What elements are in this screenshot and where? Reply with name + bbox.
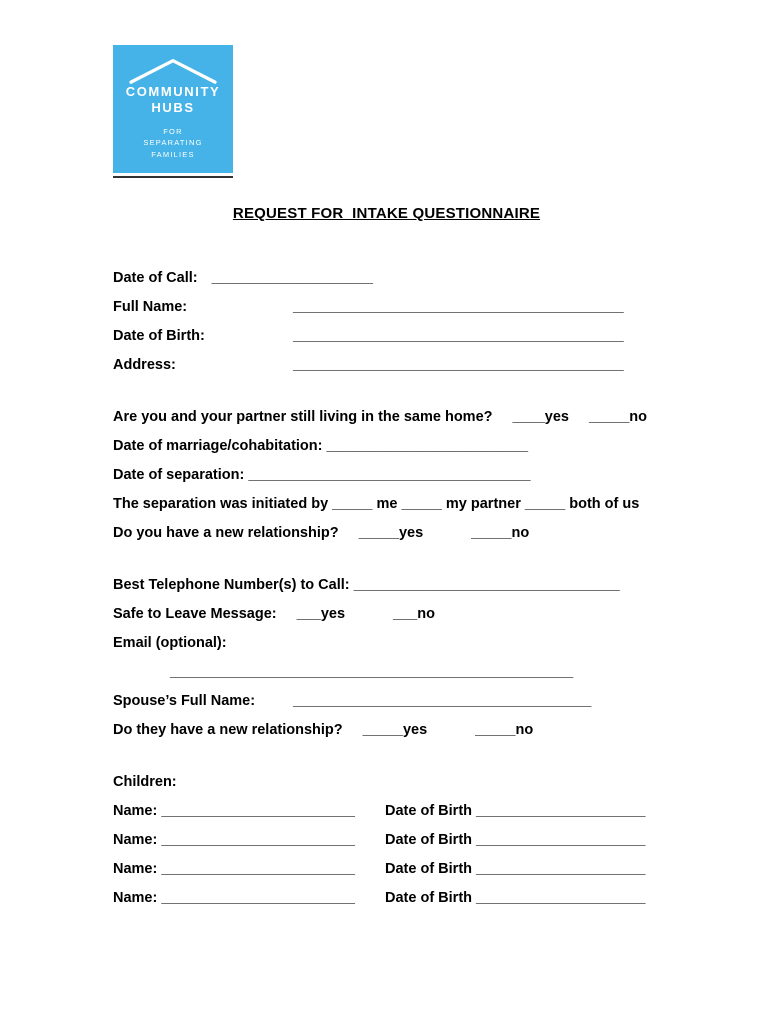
- safe-message-yes-label: yes: [320, 606, 346, 622]
- child-dob-blank[interactable]: _____________________: [476, 890, 646, 906]
- child-row-3: [113, 859, 660, 879]
- section-relationship-status: [113, 407, 660, 543]
- your-new-relationship-yes-label: yes: [398, 525, 424, 541]
- child-name-blank[interactable]: ________________________: [161, 861, 355, 877]
- their-new-relationship-no-label: no: [515, 722, 534, 738]
- child-name-label: Name:: [113, 890, 158, 906]
- child-dob-cell: [385, 803, 645, 819]
- child-name-cell: [113, 801, 385, 821]
- spouse-name-row: [113, 691, 660, 711]
- your-new-relationship-no-label: no: [511, 525, 530, 541]
- section-children: [113, 772, 660, 908]
- spouse-name-label: Spouse’s Full Name:: [113, 693, 256, 709]
- child-name-label: Name:: [113, 803, 158, 819]
- children-header: Children:: [113, 774, 177, 790]
- same-home-yes-blank[interactable]: ____: [512, 409, 545, 425]
- spouse-name-blank[interactable]: _____________________________________: [293, 693, 592, 709]
- initiated-by-me-blank[interactable]: _____: [332, 496, 373, 512]
- initiated-by-partner-label: my partner: [445, 496, 521, 512]
- date-of-call-label: Date of Call:: [113, 270, 198, 286]
- logo-tagline: [143, 126, 202, 160]
- house-roof-icon: [127, 56, 219, 84]
- child-dob-cell: [385, 890, 645, 906]
- logo-tagline-line3: FAMILIES: [151, 149, 195, 159]
- section-caller-details: [113, 268, 660, 375]
- phone-row: [113, 575, 660, 595]
- community-hubs-logo: [113, 45, 233, 173]
- child-name-label: Name:: [113, 832, 158, 848]
- email-blank-row: [113, 662, 660, 682]
- child-name-blank[interactable]: ________________________: [161, 890, 355, 906]
- child-row-1: [113, 801, 660, 821]
- safe-message-no-label: no: [417, 606, 435, 622]
- child-name-blank[interactable]: ________________________: [161, 803, 355, 819]
- initiated-by-both-label: both of us: [569, 496, 640, 512]
- initiated-by-partner-blank[interactable]: _____: [401, 496, 442, 512]
- separation-date-blank[interactable]: ___________________________________: [248, 467, 531, 483]
- safe-message-question: Safe to Leave Message:: [113, 606, 277, 622]
- their-new-relationship-yes-blank[interactable]: _____: [362, 722, 403, 738]
- email-label: Email (optional):: [113, 635, 227, 651]
- child-dob-cell: [385, 832, 645, 848]
- date-of-call-blank[interactable]: ____________________: [211, 270, 373, 286]
- form-title: REQUEST FOR INTAKE QUESTIONNAIRE: [232, 205, 541, 222]
- separation-date-row: [113, 465, 660, 485]
- safe-message-no-blank[interactable]: ___: [393, 606, 418, 622]
- same-home-yes-label: yes: [544, 409, 569, 425]
- child-name-label: Name:: [113, 861, 158, 877]
- child-dob-label: Date of Birth: [385, 890, 472, 906]
- their-new-relationship-no-blank[interactable]: _____: [475, 722, 516, 738]
- full-name-blank[interactable]: _________________________________________: [293, 299, 624, 315]
- their-new-relationship-yes-label: yes: [402, 722, 428, 738]
- logo-tagline-line1: FOR: [163, 127, 183, 137]
- same-home-no-label: no: [629, 409, 648, 425]
- logo-name-line1: COMMUNITY: [125, 84, 221, 99]
- safe-message-yes-blank[interactable]: ___: [296, 606, 321, 622]
- same-home-row: [113, 407, 660, 427]
- your-new-relationship-no-blank[interactable]: _____: [471, 525, 512, 541]
- child-dob-label: Date of Birth: [385, 803, 472, 819]
- date-of-call-row: [113, 268, 660, 288]
- their-new-relationship-row: [113, 720, 660, 740]
- marriage-date-label: Date of marriage/cohabitation:: [113, 438, 323, 454]
- child-name-blank[interactable]: ________________________: [161, 832, 355, 848]
- logo-underline: [113, 176, 233, 178]
- letterhead: [113, 45, 660, 178]
- logo-name-line2: HUBS: [151, 99, 195, 115]
- their-new-relationship-question: Do they have a new relationship?: [113, 722, 343, 738]
- child-dob-blank[interactable]: _____________________: [476, 832, 646, 848]
- child-name-cell: [113, 888, 385, 908]
- safe-message-row: [113, 604, 660, 624]
- your-new-relationship-question: Do you have a new relationship?: [113, 525, 339, 541]
- full-name-row: [113, 297, 660, 317]
- initiated-by-row: [113, 494, 660, 514]
- date-of-birth-label: Date of Birth:: [113, 328, 205, 344]
- phone-label: Best Telephone Number(s) to Call:: [113, 577, 350, 593]
- logo-tagline-line2: SEPARATING: [143, 138, 203, 148]
- phone-blank[interactable]: _________________________________: [353, 577, 620, 593]
- child-dob-cell: [385, 861, 645, 877]
- initiated-by-both-blank[interactable]: _____: [524, 496, 566, 512]
- date-of-birth-row: [113, 326, 660, 346]
- child-dob-label: Date of Birth: [385, 832, 472, 848]
- your-new-relationship-yes-blank[interactable]: _____: [358, 525, 399, 541]
- email-label-row: [113, 633, 660, 653]
- date-of-birth-blank[interactable]: _________________________________________: [293, 328, 624, 344]
- initiated-by-me-label: me: [376, 496, 398, 512]
- initiated-by-label: The separation was initiated by: [113, 496, 329, 512]
- child-dob-blank[interactable]: _____________________: [476, 861, 646, 877]
- your-new-relationship-row: [113, 523, 660, 543]
- child-name-cell: [113, 830, 385, 850]
- child-dob-blank[interactable]: _____________________: [476, 803, 646, 819]
- marriage-date-blank[interactable]: _________________________: [326, 438, 529, 454]
- address-blank[interactable]: _________________________________________: [293, 357, 624, 373]
- email-blank[interactable]: __________________________________________________: [170, 664, 574, 680]
- section-contact: [113, 575, 660, 740]
- address-row: [113, 355, 660, 375]
- full-name-label: Full Name:: [113, 299, 188, 315]
- address-label: Address:: [113, 357, 176, 373]
- child-name-cell: [113, 859, 385, 879]
- same-home-no-blank[interactable]: _____: [588, 409, 630, 425]
- child-dob-label: Date of Birth: [385, 861, 472, 877]
- child-row-4: [113, 888, 660, 908]
- child-row-2: [113, 830, 660, 850]
- separation-date-label: Date of separation:: [113, 467, 245, 483]
- marriage-date-row: [113, 436, 660, 456]
- same-home-question: Are you and your partner still living in the same home?: [113, 409, 493, 425]
